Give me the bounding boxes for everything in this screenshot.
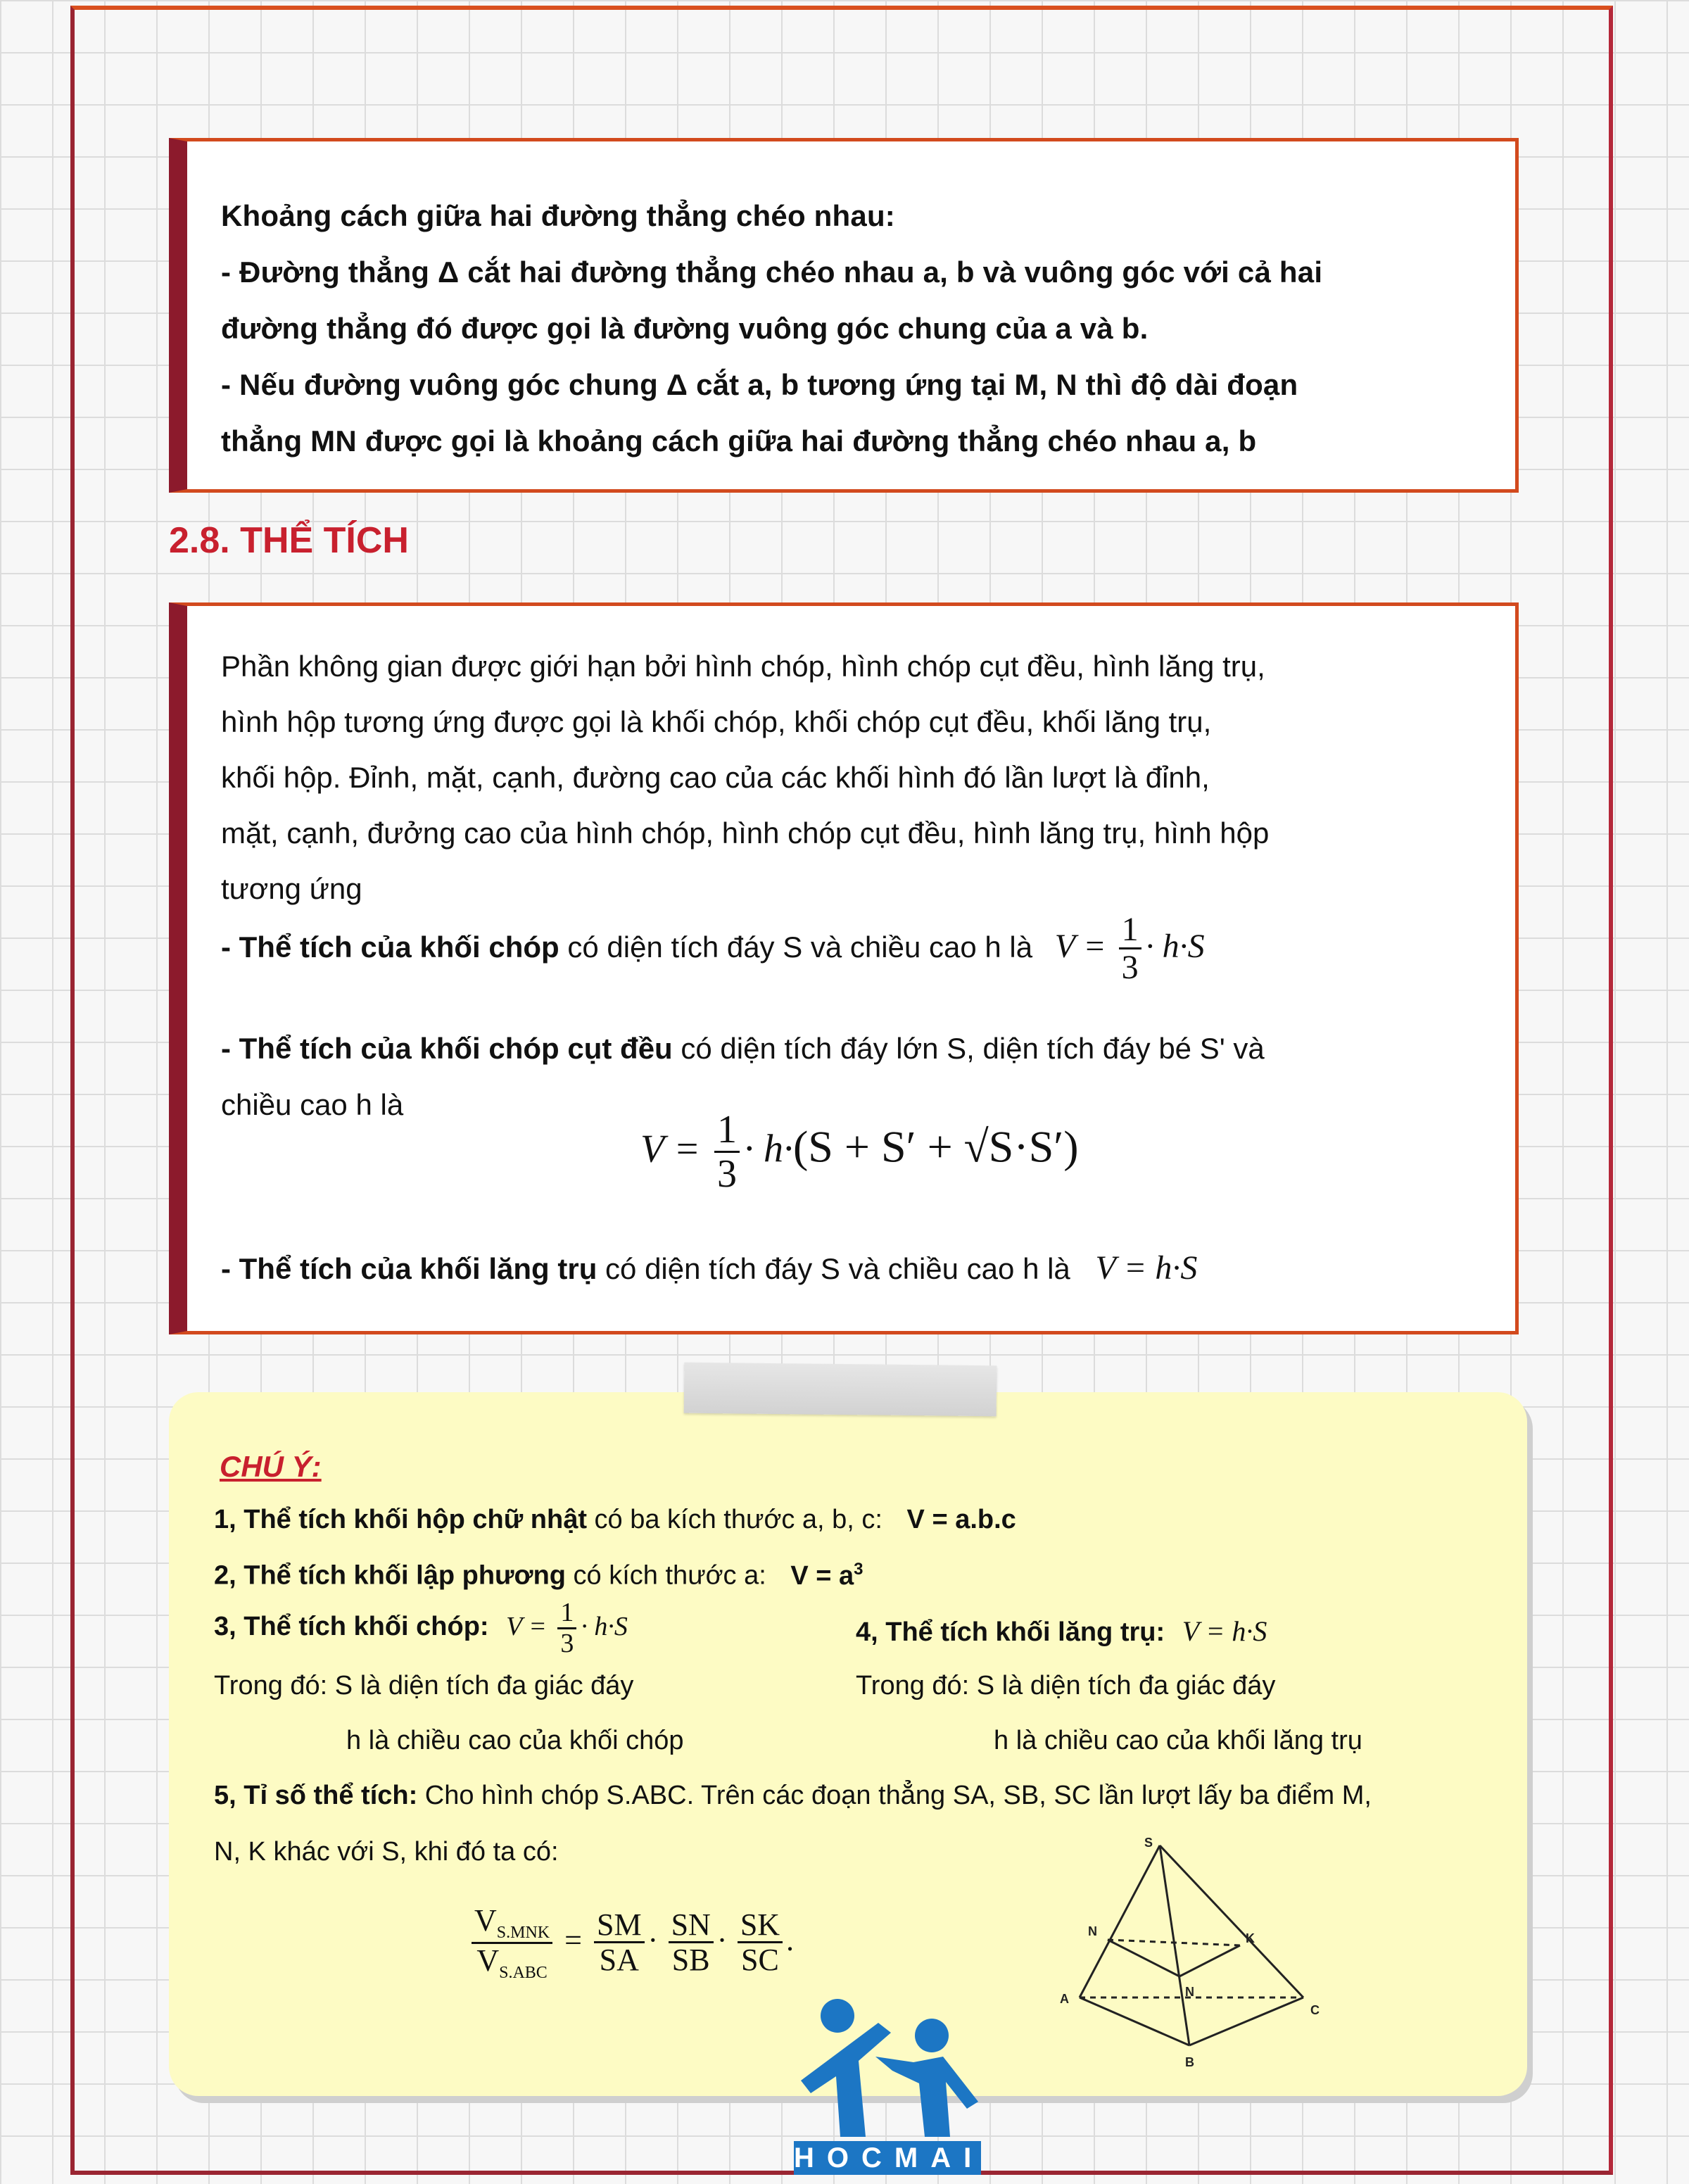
volume-ratio-formula: $\frac{V_{S.MNK}}{V_{S.ABC}}$ = $\frac{SM}{SA}$ · $\frac{SN}{SB}$ · $\frac{SK}{SC}$ . <box>467 1905 795 1982</box>
formula-cut-inner: (S + S′ + √S·S′) <box>792 1121 1079 1172</box>
box1-line3: - Nếu đường vuông góc chung Δ cắt a, b tương ứng tại M, N thì độ dài đoạn <box>221 368 1298 401</box>
ratio-volume-frac <box>472 1905 552 1982</box>
distance-definition-box <box>169 138 1519 493</box>
box2-para2: hình hộp tương ứng được gọi là khối chóp, khối chóp cụt đều, khối lăng trụ, <box>221 705 1212 738</box>
prism-volume-formula: V = h·S <box>1095 1249 1198 1287</box>
formula-hs: · h·S <box>1145 928 1205 966</box>
ratio-sm: SM <box>594 1909 645 1943</box>
note1-formula: V = a.b.c <box>906 1505 1016 1534</box>
ratio-v-top: V <box>474 1903 497 1938</box>
ratio-sm-sa <box>594 1909 645 1978</box>
cut-volume-text: có diện tích đáy lớn S, diện tích đáy bé S' và <box>672 1032 1265 1065</box>
ratio-den <box>474 1944 550 1982</box>
edge-sa <box>1080 1845 1160 1997</box>
formula-hs: · h·S <box>581 1612 628 1642</box>
note2-text: có kích thước a: <box>566 1560 766 1591</box>
formula-v: V = <box>506 1612 547 1642</box>
box1-heading: Khoảng cách giữa hai đường thẳng chéo nhau: <box>221 199 895 232</box>
prism-volume-line <box>221 1249 1197 1287</box>
note-item-2 <box>214 1560 864 1591</box>
chop-volume-label: - Thể tích của khối chóp <box>221 930 559 964</box>
frac-den: 3 <box>560 1628 574 1658</box>
ratio-sa: SA <box>599 1943 639 1978</box>
note5-text: Cho hình chóp S.ABC. Trên các đoạn thẳng SA, SB, SC lần lượt lấy ba điểm M, <box>417 1781 1372 1810</box>
pyramid-diagram <box>1056 1837 1337 2069</box>
formula-v: V = <box>640 1127 700 1171</box>
box2-para3: khối hộp. Đỉnh, mặt, cạnh, đường cao của các khối hình đó lần lượt là đỉnh, <box>221 761 1210 794</box>
ratio-sk-sc <box>738 1909 783 1978</box>
cut-volume-line <box>221 1032 1265 1066</box>
note2-formula: V = a <box>790 1560 854 1591</box>
note-item-5 <box>214 1781 1372 1811</box>
note-item-1 <box>214 1505 1016 1535</box>
note3-height: h là chiều cao của khối chóp <box>346 1726 684 1755</box>
cut-volume-label: - Thể tích của khối chóp cụt đều <box>221 1032 673 1065</box>
hocmai-logo <box>794 1992 985 2175</box>
ratio-sb: SB <box>671 1943 710 1978</box>
edge-n-mid <box>1108 1940 1179 1976</box>
chop-volume-line <box>221 912 1205 987</box>
prism-volume-label: - Thể tích của khối lăng trụ <box>221 1252 597 1285</box>
chop-volume-formula <box>1054 911 1205 987</box>
note1-label: 1, Thể tích khối hộp chữ nhật <box>214 1505 587 1534</box>
box1-line1: - Đường thẳng Δ cắt hai đường thẳng chéo nhau a, b và vuông góc với cả hai <box>221 255 1323 289</box>
label-n-left: N <box>1088 1924 1097 1938</box>
note-item-3 <box>214 1599 628 1659</box>
label-b: B <box>1185 2055 1194 2069</box>
label-k: K <box>1246 1931 1255 1945</box>
note2-label: 2, Thể tích khối lập phương <box>214 1560 566 1591</box>
fraction-one-third <box>714 1109 740 1196</box>
note4-formula: V = h·S <box>1182 1615 1267 1647</box>
ratio-v-bot: V <box>476 1943 500 1978</box>
ratio-sk: SK <box>738 1909 783 1943</box>
ratio-sn-sb <box>669 1909 714 1978</box>
edge-sb <box>1160 1845 1189 2045</box>
ratio-sn: SN <box>669 1909 714 1943</box>
box2-para1: Phần không gian được giới hạn bởi hình chóp, hình chóp cụt đều, hình lăng trụ, <box>221 650 1265 683</box>
note3-label: 3, Thể tích khối chóp: <box>214 1612 489 1642</box>
box1-line2: đường thẳng đó được gọi là đường vuông góc chung của a và b. <box>221 312 1149 345</box>
frac-num: 1 <box>714 1109 740 1153</box>
note-item-4 <box>856 1615 1267 1648</box>
prism-volume-text: có diện tích đáy S và chiều cao h là <box>597 1252 1070 1285</box>
logo-text: HOCMAI <box>794 2142 985 2173</box>
formula-v: V = <box>1054 928 1106 966</box>
fraction-one-third <box>557 1599 576 1659</box>
frac-num: 1 <box>1119 912 1141 949</box>
box2-para5: tương ứng <box>221 872 362 905</box>
note5-line2: N, K khác với S, khi đó ta có: <box>214 1837 559 1867</box>
box2-para4: mặt, cạnh, đưởng cao của hình chóp, hình chóp cụt đều, hình lăng trụ, hình hộp <box>221 816 1270 850</box>
ratio-equals: = <box>564 1923 582 1958</box>
label-c: C <box>1310 2003 1320 2017</box>
tape-decoration <box>684 1363 997 1417</box>
note4-height: h là chiều cao của khối lăng trụ <box>994 1726 1362 1755</box>
label-a: A <box>1060 1992 1069 2006</box>
note4-where: Trong đó: S là diện tích đa giác đáy <box>856 1671 1276 1700</box>
note2-exponent: 3 <box>854 1560 864 1579</box>
note5-label: 5, Tỉ số thể tích: <box>214 1781 418 1810</box>
chop-volume-text: có diện tích đáy S và chiều cao h là <box>559 930 1033 964</box>
note3-formula <box>506 1598 628 1658</box>
ratio-v-top-sub: S.MNK <box>496 1923 550 1942</box>
frac-den: 3 <box>1121 949 1139 987</box>
edge-ab <box>1080 1997 1189 2045</box>
note4-label: 4, Thể tích khối lăng trụ: <box>856 1617 1165 1647</box>
note1-text: có ba kích thước a, b, c: <box>586 1505 883 1534</box>
ratio-sc: SC <box>741 1943 779 1978</box>
cut-volume-formula <box>640 1109 1079 1196</box>
section-title: 2.8. THỂ TÍCH <box>169 520 409 561</box>
note3-where: Trong đó: S là diện tích đa giác đáy <box>214 1671 634 1700</box>
note-title: CHÚ Ý: <box>220 1450 322 1483</box>
logo-figures-icon <box>794 1992 981 2140</box>
edge-bc <box>1189 1997 1303 2045</box>
label-n-mid: N <box>1185 1985 1194 1999</box>
ratio-num <box>472 1905 552 1944</box>
box1-line4: thẳng MN được gọi là khoảng cách giữa hai đường thẳng chéo nhau a, b <box>221 424 1257 457</box>
ratio-v-bot-sub: S.ABC <box>499 1963 548 1982</box>
cut-volume-line2: chiều cao h là <box>221 1088 404 1121</box>
fraction-one-third <box>1119 912 1141 987</box>
frac-den: 3 <box>716 1151 737 1196</box>
label-s: S <box>1144 1837 1153 1850</box>
frac-num: 1 <box>557 1599 576 1629</box>
formula-h: · h· <box>743 1127 793 1171</box>
edge-mid-k <box>1179 1945 1240 1976</box>
